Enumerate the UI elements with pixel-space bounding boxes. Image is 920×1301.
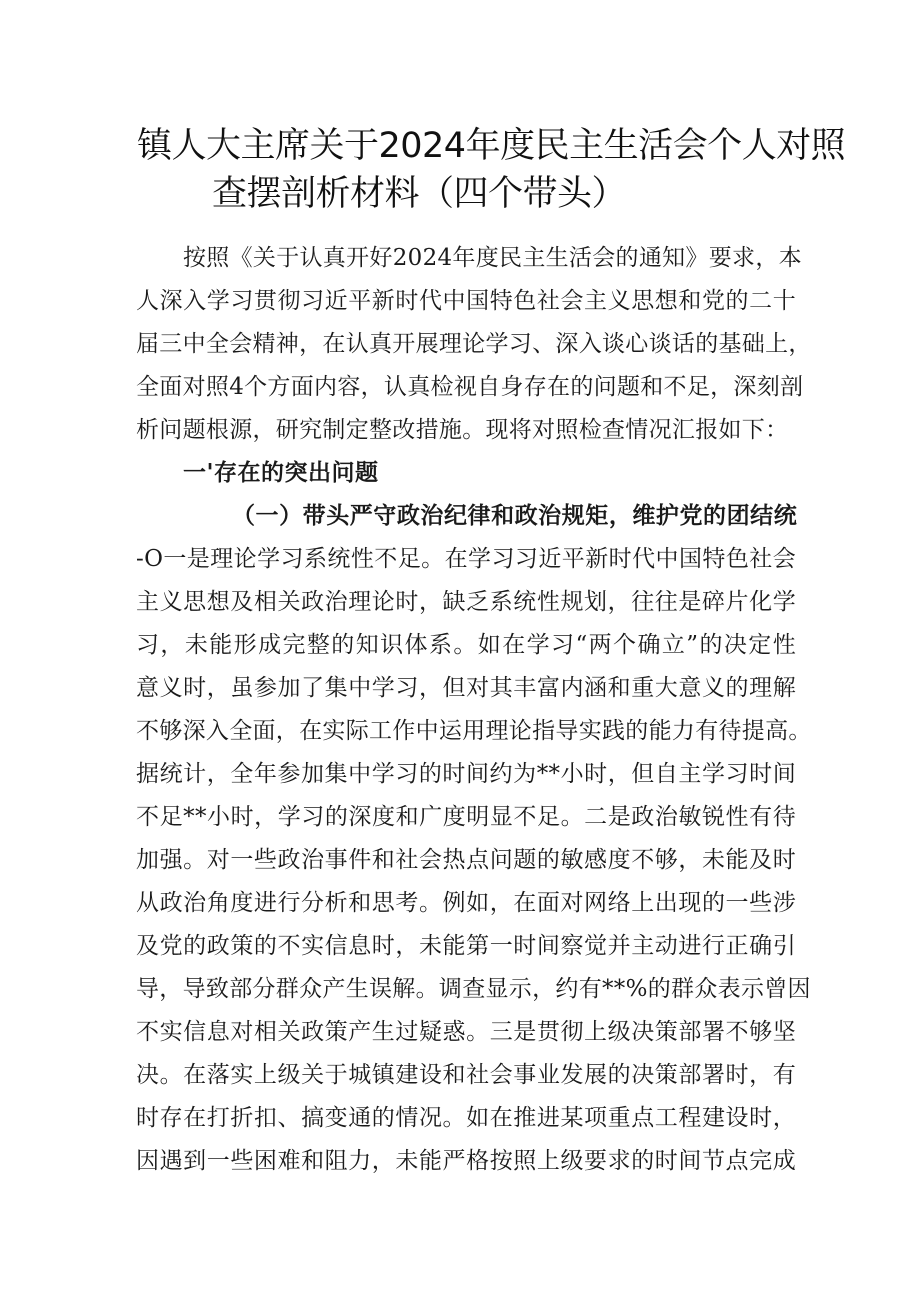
- body-line-15: 因遇到一些困难和阻力，未能严格按照上级要求的时间节点完成: [136, 1148, 796, 1174]
- document-title-line-2: 查摆剖析材料（四个带头）: [212, 174, 627, 214]
- intro-line-3: 届三中全会精神，在认真开展理论学习、深入谈心谈话的基础上，: [136, 331, 812, 357]
- body-line-7: 不足**小时，学习的深度和广度明显不足。二是政治敏锐性有待: [136, 804, 796, 830]
- intro-line-2: 人深入学习贯彻习近平新时代中国特色社会主义思想和党的二十: [136, 288, 796, 314]
- intro-line-5: 析问题根源，研究制定整改措施。现将对照检查情况汇报如下：: [136, 417, 789, 443]
- body-line-1: -O一是理论学习系统性不足。在学习习近平新时代中国特色社会: [136, 546, 796, 572]
- body-line-10: 及党的政策的不实信息时，未能第一时间察觉并主动进行正确引: [136, 933, 796, 959]
- body-line-9: 从政治角度进行分析和思考。例如，在面对网络上出现的一些涉: [136, 890, 796, 916]
- body-line-6: 据统计，全年参加集中学习的时间约为**小时，但自主学习时间: [136, 761, 796, 787]
- subsection-heading: （一）带头严守政治纪律和政治规矩，维护党的团结统: [232, 502, 797, 529]
- body-line-5: 不够深入全面，在实际工作中运用理论指导实践的能力有待提高。: [136, 718, 812, 744]
- body-line-12: 不实信息对相关政策产生过疑惑。三是贯彻上级决策部署不够坚: [136, 1019, 796, 1045]
- body-line-13: 决。在落实上级关于城镇建设和社会事业发展的决策部署时，有: [136, 1062, 796, 1088]
- body-line-14: 时存在打折扣、搞变通的情况。如在推进某项重点工程建设时，: [136, 1105, 796, 1131]
- document-title-line-1: 镇人大主席关于2024年度民主生活会个人对照: [137, 126, 846, 166]
- body-line-11: 导，导致部分群众产生误解。调查显示，约有**%的群众表示曾因: [136, 976, 811, 1002]
- body-line-2: 主义思想及相关政治理论时，缺乏系统性规划，往往是碎片化学: [136, 589, 796, 615]
- body-line-4: 意义时，虽参加了集中学习，但对其丰富内涵和重大意义的理解: [136, 675, 796, 701]
- body-line-3: 习，未能形成完整的知识体系。如在学习“两个确立”的决定性: [136, 632, 796, 658]
- section-heading: 一'存在的突出问题: [183, 459, 379, 486]
- body-line-8: 加强。对一些政治事件和社会热点问题的敏感度不够，未能及时: [136, 847, 796, 873]
- intro-line-1: 按照《关于认真开好2024年度民主生活会的通知》要求，本: [183, 245, 802, 271]
- intro-line-4: 全面对照4个方面内容，认真检视自身存在的问题和不足，深刻剖: [136, 374, 804, 400]
